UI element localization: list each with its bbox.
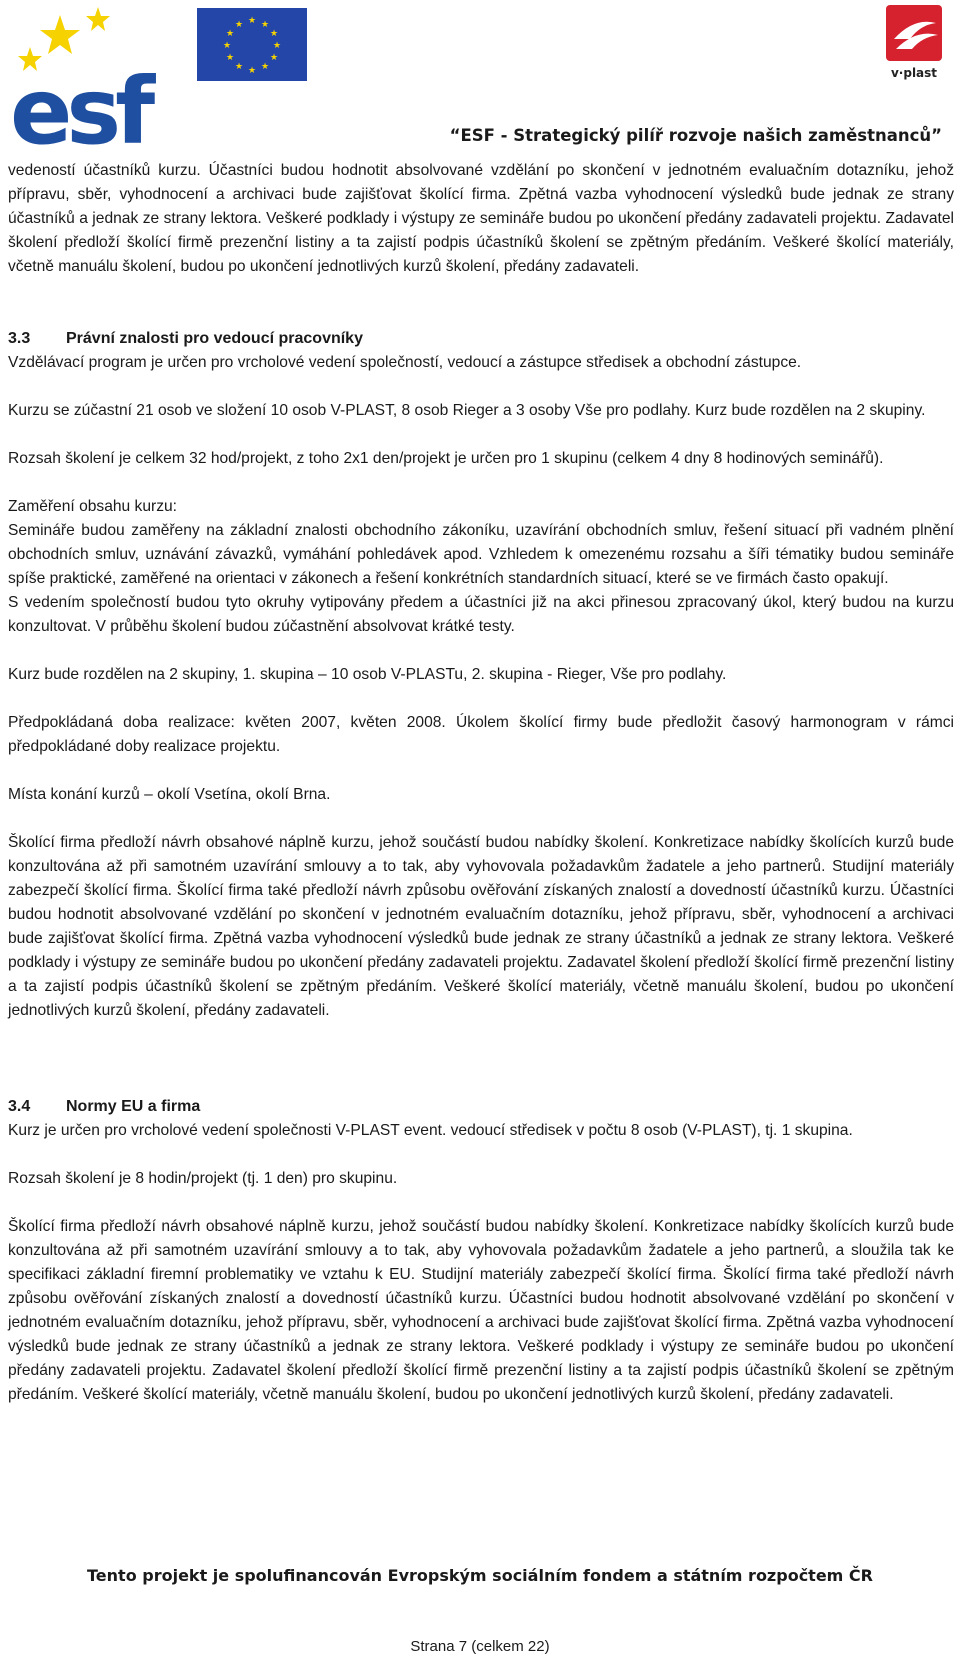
paragraph: Místa konání kurzů – okolí Vsetína, okolí Brna. [8,786,331,803]
paragraph: Kurzu se zúčastní 21 osob ve složení 10 osob V-PLAST, 8 osob Rieger a 3 osoby Vše pro podlahy. Kurz bude rozdělen na 2 skupiny. [8,402,926,419]
svg-text:v·plast: v·plast [890,66,938,80]
esf-logo [10,5,180,150]
page-header [0,0,960,160]
header-title: “ESF - Strategický pilíř rozvoje našich zaměstnanců” [449,126,942,145]
funding-note: Tento projekt je spolufinancován Evropským sociálním fondem a státním rozpočtem ČR [87,1566,873,1585]
svg-text:★: ★ [247,66,257,76]
eu-flag [197,8,307,81]
svg-text:★: ★ [225,53,235,63]
section-title: Právní znalosti pro vedoucí pracovníky [66,330,363,347]
svg-text:★: ★ [225,29,235,39]
paragraph: vedeností účastníků kurzu. Účastníci budou hodnotit absolvované vzdělání po skončení v jednotném evaluačním dotazníku, jehož přípravu, sběr, vyhodnocení a archivaci bude zajišťovat školící firma. Zpětná vazba vyhodnocení výsledků bude jednak ze strany účastníků a jednak ze strany lektora. Veškeré podklady i výstupy ze semináře budou po ukončení předány zadavateli projektu. Zadavatel školení předloží školící firmě prezenční listiny a ta zajistí podpis účastníků školení se zpětným předáním. Veškeré školící materiály, včetně manuálu školení, budou po ukončení jednotlivých kurzů školení, předány zadavateli. [8,162,954,275]
paragraph: Rozsah školení je 8 hodin/projekt (tj. 1 den) pro skupinu. [8,1170,398,1187]
paragraph: Kurz bude rozdělen na 2 skupiny, 1. skupina – 10 osob V-PLASTu, 2. skupina - Rieger, Vše pro podlahy. [8,666,727,683]
svg-text:★: ★ [272,41,282,51]
svg-text:★: ★ [234,20,244,30]
paragraph-label: Zaměření obsahu kurzu: [8,498,178,515]
paragraph: Předpokládaná doba realizace: květen 2007, květen 2008. Úkolem školící firmy bude předložit časový harmonogram v rámci předpokládané doby realizace projektu. [8,714,954,755]
paragraph: Vzdělávací program je určen pro vrcholové vedení společností, vedoucí a zástupce středisek a obchodní zástupce. [8,354,802,371]
svg-text:★: ★ [222,41,232,51]
document-body [8,159,954,1407]
svg-text:esf: esf [10,58,150,150]
section-heading [8,1095,954,1119]
paragraph: S vedením společností budou tyto okruhy vytipovány předem a účastníci již na akci přinesou zpracovaný úkol, který budou na kurzu konzultovat. V průběhu školení budou zúčastnění absolvovat krátké testy. [8,594,954,635]
svg-text:★: ★ [247,16,257,26]
section-heading [8,327,954,351]
svg-text:★: ★ [260,62,270,72]
svg-text:★: ★ [260,20,270,30]
section-title: Normy EU a firma [66,1098,201,1115]
svg-text:★: ★ [269,29,279,39]
paragraph: Semináře budou zaměřeny na základní znalosti obchodního zákoníku, uzavírání obchodních smluv, řešení situací při vadném plnění obchodních smluv, uznávání závazků, vymáhání pohledávek apod. Vzhledem k omezenému rozsahu a šíři tématiky budou semináře spíše praktické, zaměřené na orientaci v zákonech a řešení konkrétních standardních situací, které se ve firmách často opakují. [8,522,954,587]
paragraph: Rozsah školení je celkem 32 hod/projekt, z toho 2x1 den/projekt je určen pro 1 skupinu (celkem 4 dny 8 hodinových seminářů). [8,450,884,467]
vplast-logo [880,5,948,83]
section-number: 3.3 [8,330,31,347]
paragraph: Školící firma předloží návrh obsahové náplně kurzu, jehož součástí budou nabídky školení. Konkretizace nabídky školících kurzů bude konzultována až při samotném uzavírání smlouvy a to tak, aby vyhovovala požadavkům žadatele a jeho partnerů, a sloužila tak ke specifikaci základní firemní problematiky ve vztahu k EU. Studijní materiály zabezpečí školící firma. Školící firma také předloží návrh způsobu ověřování získaných znalostí a dovedností účastníků kurzu. Účastníci budou hodnotit absolvované vzdělání po skončení v jednotném evaluačním dotazníku, jehož přípravu, sběr, vyhodnocení a archivaci bude zajišťovat školící firma. Zpětná vazba vyhodnocení výsledků bude jednak ze strany účastníků a jednak ze strany lektora. Veškeré podklady i výstupy ze semináře budou po ukončení předány zadavateli projektu. Zadavatel školení předloží školící firmě prezenční listiny a ta zajistí podpis účastníků školení se zpětným předáním. Veškeré školící materiály, včetně manuálu školení, budou po ukončení jednotlivých kurzů školení, předány zadavateli. [8,1218,954,1403]
svg-text:★: ★ [269,53,279,63]
svg-text:★: ★ [234,62,244,72]
section-number: 3.4 [8,1098,31,1115]
paragraph: Kurz je určen pro vrcholové vedení společnosti V-PLAST event. vedoucí středisek v počtu 8 osob (V-PLAST), tj. 1 skupina. [8,1122,853,1139]
page-number: Strana 7 (celkem 22) [410,1638,550,1655]
paragraph: Školící firma předloží návrh obsahové náplně kurzu, jehož součástí budou nabídky školení. Konkretizace nabídky školících kurzů bude konzultována až při samotném uzavírání smlouvy a to tak, aby vyhovovala požadavkům žadatele a jeho partnerů. Studijní materiály zabezpečí školící firma. Školící firma také předloží návrh způsobu ověřování získaných znalostí a dovedností účastníků kurzu. Účastníci budou hodnotit absolvované vzdělání po skončení v jednotném evaluačním dotazníku, jehož přípravu, sběr, vyhodnocení a archivaci bude zajišťovat školící firma. Zpětná vazba vyhodnocení výsledků bude jednak ze strany účastníků a jednak ze strany lektora. Veškeré podklady i výstupy ze semináře budou po ukončení předány zadavateli projektu. Zadavatel školení předloží školící firmě prezenční listiny a ta zajistí podpis účastníků školení se zpětným předáním. Veškeré školící materiály, včetně manuálu školení, budou po ukončení jednotlivých kurzů školení, předány zadavateli. [8,834,954,1019]
